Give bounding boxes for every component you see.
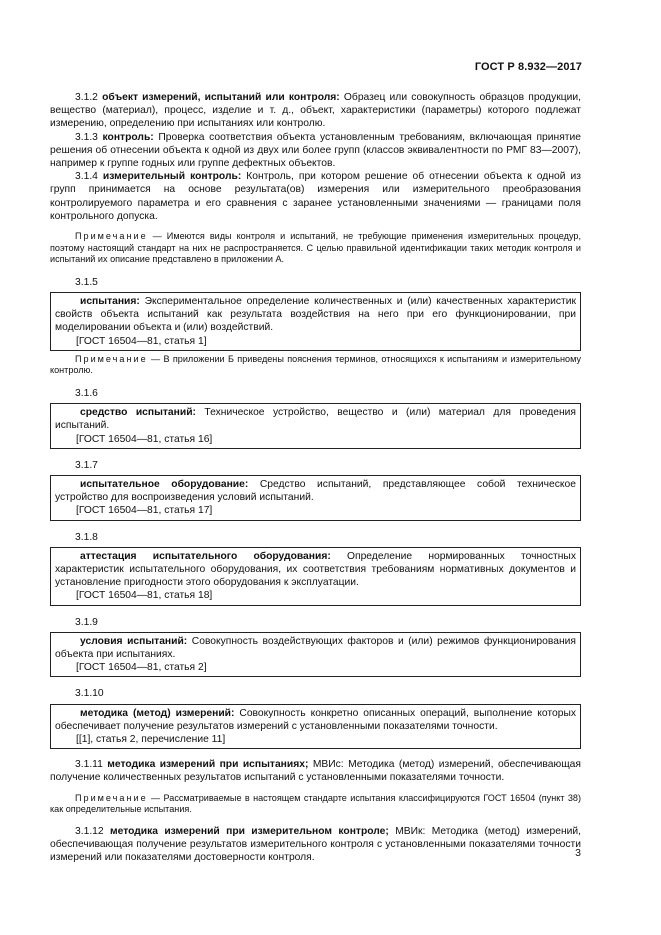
definition-text: средство испытаний: Техническое устройство, вещество и (или) материал для проведения испытаний. xyxy=(55,407,577,432)
definition-source: [ГОСТ 16504—81, статья 2] xyxy=(76,662,207,674)
clause-number-3-1-9: 3.1.9 xyxy=(75,616,98,628)
definition-source: [ГОСТ 16504—81, статья 18] xyxy=(76,590,213,602)
definition-box-3-1-9 xyxy=(50,632,581,678)
definition-box-3-1-7 xyxy=(50,475,581,521)
definition-source: [ГОСТ 16504—81, статья 16] xyxy=(76,433,213,445)
definition-box-3-1-6 xyxy=(50,403,581,449)
definition-text: испытательное оборудование: Средство испытаний, представляющее собой техническое устройство для воспроизведения условий испытаний. xyxy=(55,479,576,504)
clause-number-3-1-8: 3.1.8 xyxy=(75,531,98,543)
clause-3-1-2: 3.1.2 объект измерений, испытаний или контроля: Образец или совокупность образцов продукции, вещество (материал), процесс, изделие и т. д., объект, характеристики (параметры) которого подлежат измерению, определению при испытаниях или контролю. xyxy=(50,92,581,130)
clause-number-3-1-7: 3.1.7 xyxy=(75,459,98,471)
definition-text: испытания: Экспериментальное определение количественных и (или) качественных характеристик свойств объекта испытаний как результата воздействия на него при его функционировании, при моделировании объекта и (или) воздействий. xyxy=(55,296,576,334)
clause-3-1-11: 3.1.11 методика измерений при испытаниях; МВИс: Методика (метод) измерений, обеспечивающая получение количественных результатов испытаний с установленными показателями точности. xyxy=(50,759,581,784)
clause-3-1-4: 3.1.4 измерительный контроль: Контроль, при котором решение об отнесении объекта к одной из групп принимается на основе результата(ов) измерения или измерительного преобразования контролируемого параметра и его сравнения с заранее установленными значениями — границами поля контрольного допуска. xyxy=(50,171,581,222)
clause-number-3-1-10: 3.1.10 xyxy=(75,688,104,700)
definition-source: [ГОСТ 16504—81, статья 17] xyxy=(76,505,213,517)
note-2: Примечание — В приложении Б приведены пояснения терминов, относящихся к испытаниям и измерительному контролю. xyxy=(50,353,581,376)
note-3: Примечание — Рассматриваемые в настоящем стандарте испытания классифицируются ГОСТ 16504 (пункт 38) как определительные испытания. xyxy=(50,792,581,815)
clause-number-3-1-5: 3.1.5 xyxy=(75,276,98,288)
note-1: Примечание — Имеются виды контроля и испытаний, не требующие применения измерительных процедур, поэтому настоящий стандарт на них не распространяется. С целью правильной идентификации таких методик контроля и испытаний их описание представлено в приложении А. xyxy=(50,231,581,265)
definition-text: методика (метод) измерений: Совокупность конкретно описанных операций, выполнение которых обеспечивает получение результатов измерений с установленными показателями точности. xyxy=(55,707,576,732)
definition-text: условия испытаний: Совокупность воздействующих факторов и (или) режимов функционирования объекта при испытаниях. xyxy=(55,635,576,661)
definition-box-3-1-5 xyxy=(50,292,581,351)
clause-number-3-1-6: 3.1.6 xyxy=(75,388,98,400)
definition-box-3-1-10 xyxy=(50,704,581,750)
document-body xyxy=(50,91,581,864)
definition-box-3-1-8 xyxy=(50,547,581,606)
standard-header: ГОСТ Р 8.932—2017 xyxy=(474,61,582,73)
clause-3-1-12: 3.1.12 методика измерений при измерительном контроле; МВИк: Методика (метод) измерений, обеспечивающая получение результатов измерительного контроля с установленными показателями точности измерений или показателями достоверности контроля. xyxy=(50,825,582,864)
definition-text: аттестация испытательного оборудования: Определение нормированных точностных характеристик испытательного оборудования, их соответствия требованиям нормативных документов и установление пригодности этого оборудования к эксплуатации. xyxy=(55,550,576,589)
definition-source: [ГОСТ 16504—81, статья 1] xyxy=(76,335,207,347)
clause-3-1-3: 3.1.3 контроль: Проверка соответствия объекта установленным требованиям, включающая принятие решения об отнесении объекта к одной из двух или более групп (классов эквивалентности по РМГ 83—2007), например к группе годных или группе дефектных объектов. xyxy=(50,131,581,170)
definition-source: [[1], статья 2, перечисление 11] xyxy=(76,734,226,746)
page-number: 3 xyxy=(575,847,581,859)
